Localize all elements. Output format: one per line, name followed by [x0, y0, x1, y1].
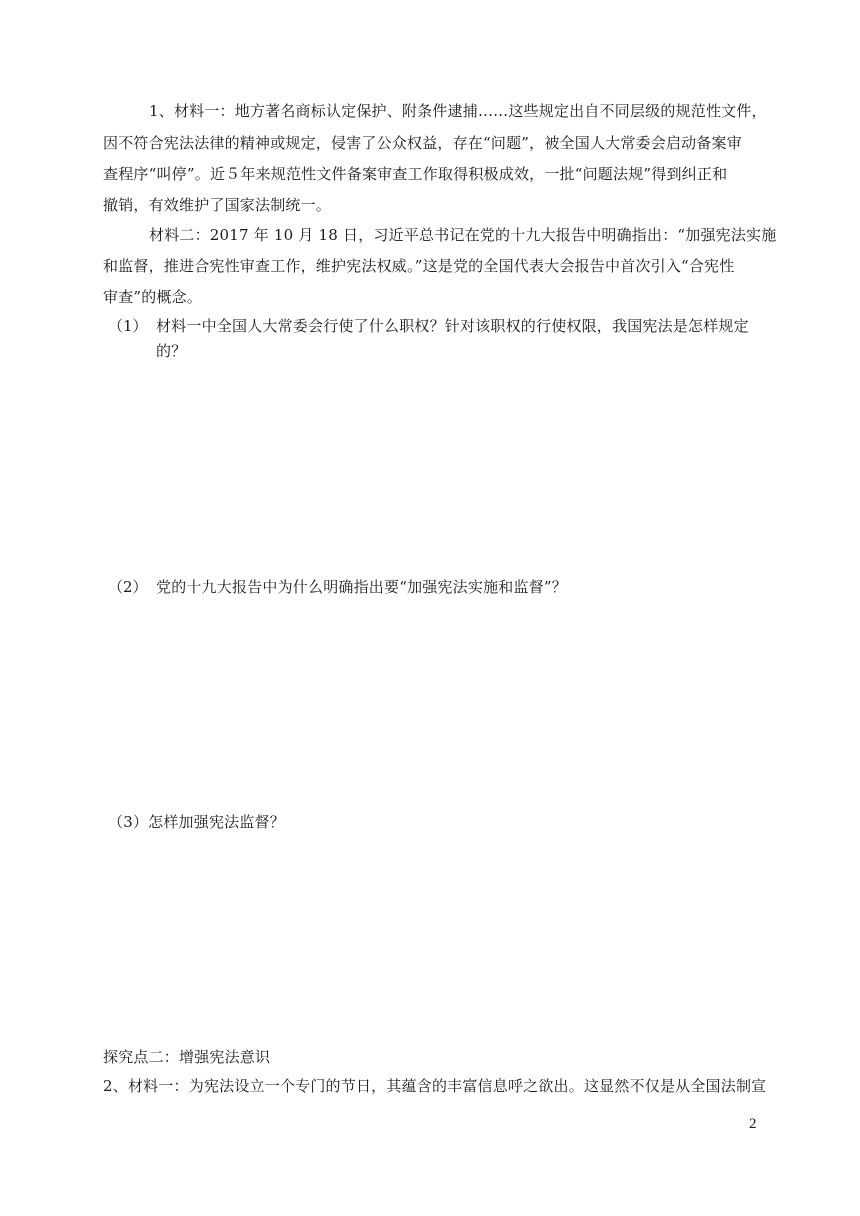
section2-line-1: 2、材料一：为宪法设立一个专门的节日，其蕴含的丰富信息呼之欲出。这显然不仅是从全国法制宣 [103, 1077, 767, 1095]
page-number: 2 [749, 1116, 757, 1132]
material2-line-2: 和监督，推进合宪性审查工作，维护宪法权威。”这是党的全国代表大会报告中首次引入“合宪性 [103, 257, 735, 275]
material1-line-1: 1、材料一：地方著名商标认定保护、附条件逮捕……这些规定出自不同层级的规范性文件， [149, 102, 767, 120]
material1-line-3: 查程序“叫停”。近５年来规范性文件备案审查工作取得积极成效，一批“问题法规”得到纠正和 [103, 165, 728, 183]
question1-line-2: 的？ [156, 342, 187, 360]
question1-line-1: 材料一中全国人大常委会行使了什么职权？针对该职权的行使权限，我国宪法是怎样规定 [156, 317, 749, 335]
question2-number: （2） [108, 578, 148, 596]
question3-text: （3）怎样加强宪法监督？ [108, 813, 285, 831]
section2-heading: 探究点二：增强宪法意识 [103, 1048, 271, 1066]
material1-line-2: 因不符合宪法法律的精神或规定，侵害了公众权益，存在“问题”，被全国人大常委会启动备案审 [103, 134, 742, 152]
material2-line-3: 审查”的概念。 [103, 288, 203, 306]
question2-text: 党的十九大报告中为什么明确指出要“加强宪法实施和监督”？ [156, 578, 567, 596]
question1-number: （1） [108, 317, 148, 335]
material2-line-1: 材料二：2017 年 10 月 18 日，习近平总书记在党的十九大报告中明确指出：“加强宪法实施 [149, 226, 777, 244]
material1-line-4: 撤销，有效维护了国家法制统一。 [103, 196, 332, 214]
